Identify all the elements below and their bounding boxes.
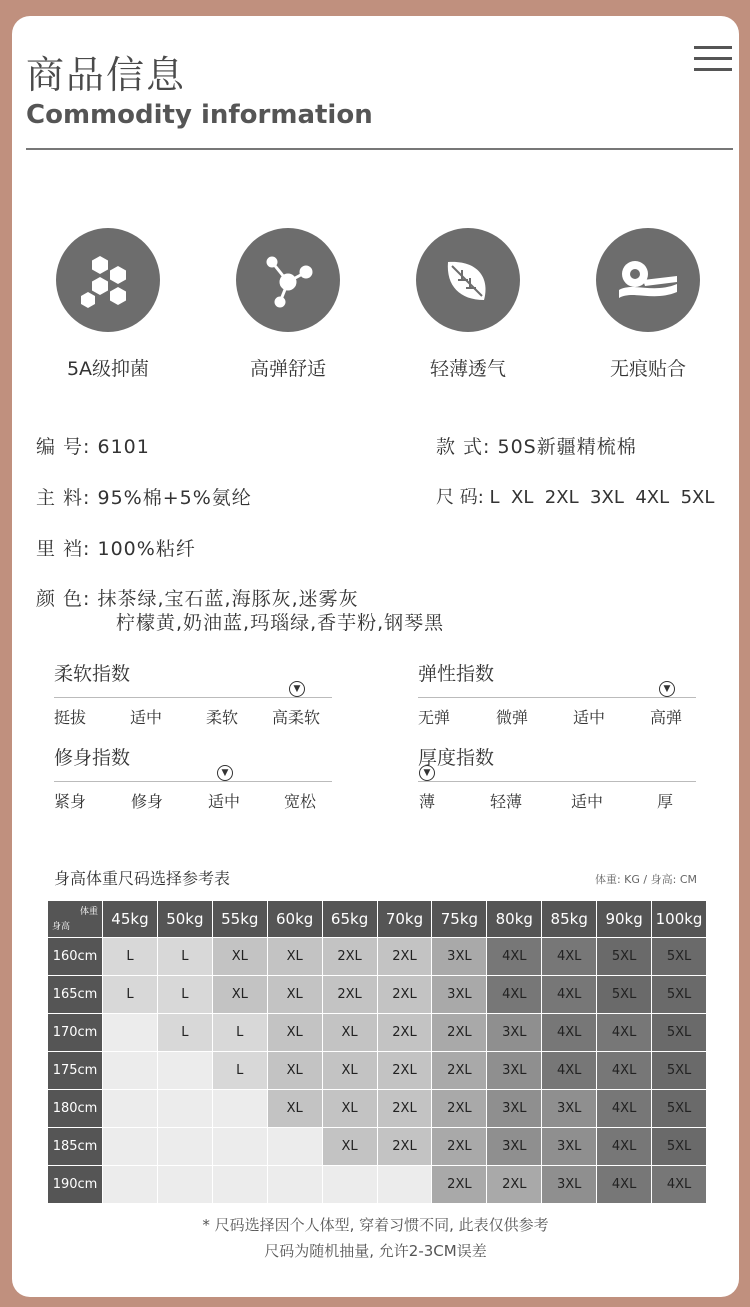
- size-note-1: * 尺码选择因个人体型, 穿着习惯不同, 此表仅供参考: [202, 1216, 549, 1234]
- index-title: 厚度指数: [418, 747, 495, 769]
- size-cell: XL: [322, 1090, 377, 1128]
- size-cell: XL: [322, 1014, 377, 1052]
- size-cell: 2XL: [487, 1166, 542, 1204]
- size-note-2: 尺码为随机抽量, 允许2-3CM误差: [264, 1242, 487, 1260]
- spec-key: 里 裆:: [36, 538, 91, 560]
- tape-roll-icon: [596, 228, 700, 332]
- size-cell: 5XL: [652, 1014, 707, 1052]
- size-cell: L: [157, 976, 212, 1014]
- spec-value: 100%粘纤: [97, 538, 196, 560]
- index-level: 无弹: [418, 708, 451, 727]
- weight-header: 70kg: [377, 901, 432, 938]
- size-cell: L: [103, 938, 158, 976]
- menu-icon[interactable]: [694, 46, 732, 72]
- size-cell: 3XL: [487, 1090, 542, 1128]
- index-softness: [54, 659, 336, 727]
- table-row: [48, 1090, 707, 1128]
- index-level: 薄: [419, 792, 436, 811]
- size-cell: 4XL: [542, 938, 597, 976]
- index-level: 适中: [130, 708, 163, 727]
- leaf-icon: [416, 228, 520, 332]
- size-cell: 4XL: [597, 1090, 652, 1128]
- size-cell: [103, 1052, 158, 1090]
- index-scale-line: [54, 781, 332, 782]
- spec-key: 主 料:: [36, 487, 91, 509]
- index-title: 柔软指数: [54, 663, 131, 685]
- size-cell: [103, 1014, 158, 1052]
- feature-antibacterial: [28, 228, 188, 381]
- size-cell: 4XL: [597, 1052, 652, 1090]
- product-info-card: [12, 16, 739, 1297]
- size-cell: [103, 1090, 158, 1128]
- size-cell: 4XL: [542, 976, 597, 1014]
- table-row: [48, 1052, 707, 1090]
- spec-color-line2: 柠檬黄,奶油蓝,玛瑙绿,香芋粉,钢琴黑: [116, 612, 445, 634]
- size-cell: 3XL: [542, 1090, 597, 1128]
- index-level: 宽松: [284, 792, 317, 811]
- size-cell: XL: [322, 1052, 377, 1090]
- size-cell: XL: [267, 938, 322, 976]
- size-cell: 4XL: [487, 976, 542, 1014]
- feature-breathable: [388, 228, 548, 381]
- weight-header: 100kg: [652, 901, 707, 938]
- size-cell: 3XL: [487, 1052, 542, 1090]
- size-cell: L: [157, 1014, 212, 1052]
- spec-key: 编 号:: [36, 436, 91, 458]
- size-cell: [157, 1090, 212, 1128]
- index-elasticity: [418, 659, 700, 727]
- size-cell: [322, 1166, 377, 1204]
- size-cell: 5XL: [597, 938, 652, 976]
- size-cell: 5XL: [597, 976, 652, 1014]
- index-fit: [54, 743, 336, 811]
- size-cell: [212, 1166, 267, 1204]
- index-thickness: [418, 743, 700, 811]
- index-title: 修身指数: [54, 747, 131, 769]
- size-cell: XL: [267, 976, 322, 1014]
- height-header: 170cm: [48, 1014, 103, 1052]
- size-cell: 5XL: [652, 1052, 707, 1090]
- size-cell: 2XL: [432, 1166, 487, 1204]
- page-subtitle: Commodity information: [26, 100, 373, 130]
- corner-weight-label: 体重: [79, 907, 98, 917]
- index-title: 弹性指数: [418, 663, 495, 685]
- index-scale-line: [418, 697, 696, 698]
- spec-value: L XL 2XL 3XL 4XL 5XL: [489, 487, 715, 508]
- size-cell: 3XL: [542, 1166, 597, 1204]
- size-cell: 2XL: [432, 1128, 487, 1166]
- size-cell: L: [212, 1052, 267, 1090]
- size-table-title: 身高体重尺码选择参考表: [54, 869, 231, 888]
- height-header: 175cm: [48, 1052, 103, 1090]
- index-level: 适中: [571, 792, 604, 811]
- size-cell: 3XL: [432, 976, 487, 1014]
- feature-label: 无痕贴合: [609, 358, 686, 380]
- spec-value: 50S新疆精梳棉: [497, 436, 637, 458]
- size-cell: 2XL: [377, 976, 432, 1014]
- feature-label: 轻薄透气: [429, 358, 506, 380]
- size-cell: [157, 1166, 212, 1204]
- selected-marker-icon: ▼: [659, 681, 675, 697]
- size-cell: [157, 1052, 212, 1090]
- size-table-unit: 体重: KG / 身高: CM: [594, 873, 697, 886]
- size-cell: 3XL: [432, 938, 487, 976]
- molecule-icon: [236, 228, 340, 332]
- index-level: 修身: [131, 792, 164, 811]
- size-cell: 5XL: [652, 1090, 707, 1128]
- size-cell: 4XL: [487, 938, 542, 976]
- spec-value: 抹茶绿,宝石蓝,海豚灰,迷雾灰: [97, 588, 359, 610]
- spec-value: 6101: [97, 436, 150, 458]
- feature-elastic: [208, 228, 368, 381]
- size-cell: [157, 1128, 212, 1166]
- size-cell: [103, 1166, 158, 1204]
- height-header: 160cm: [48, 938, 103, 976]
- page-title: 商品信息: [26, 53, 187, 97]
- size-cell: 4XL: [597, 1128, 652, 1166]
- size-cell: XL: [267, 1090, 322, 1128]
- size-cell: 5XL: [652, 1128, 707, 1166]
- spec-size: [436, 483, 714, 509]
- table-header-row: [48, 901, 707, 938]
- weight-header: 50kg: [157, 901, 212, 938]
- size-cell: 2XL: [377, 1128, 432, 1166]
- feature-label: 5A级抑菌: [66, 358, 150, 380]
- selected-marker-icon: ▼: [419, 765, 435, 781]
- size-cell: 4XL: [542, 1052, 597, 1090]
- size-cell: [267, 1128, 322, 1166]
- weight-header: 55kg: [212, 901, 267, 938]
- feature-seamless: [568, 228, 728, 381]
- size-cell: 2XL: [432, 1014, 487, 1052]
- size-table: [47, 900, 707, 1204]
- table-row: [48, 938, 707, 976]
- size-cell: XL: [322, 1128, 377, 1166]
- size-cell: XL: [212, 938, 267, 976]
- size-cell: 2XL: [432, 1052, 487, 1090]
- weight-header: 45kg: [103, 901, 158, 938]
- spec-material: [36, 483, 252, 510]
- size-cell: 3XL: [542, 1128, 597, 1166]
- index-level: 微弹: [496, 708, 529, 727]
- index-scale-line: [418, 781, 696, 782]
- size-cell: 4XL: [542, 1014, 597, 1052]
- size-cell: XL: [267, 1014, 322, 1052]
- size-cell: 2XL: [322, 976, 377, 1014]
- title-divider: [26, 148, 733, 150]
- selected-marker-icon: ▼: [289, 681, 305, 697]
- spec-color: [36, 584, 359, 611]
- spec-key: 颜 色:: [36, 588, 91, 610]
- index-level: 适中: [208, 792, 241, 811]
- index-level: 轻薄: [490, 792, 523, 811]
- size-cell: XL: [267, 1052, 322, 1090]
- size-cell: [103, 1128, 158, 1166]
- size-cell: 2XL: [432, 1090, 487, 1128]
- size-cell: 2XL: [377, 1090, 432, 1128]
- height-header: 180cm: [48, 1090, 103, 1128]
- index-level: 高柔软: [272, 708, 321, 727]
- size-cell: 3XL: [487, 1014, 542, 1052]
- height-header: 165cm: [48, 976, 103, 1014]
- index-level: 紧身: [54, 792, 87, 811]
- size-cell: [212, 1090, 267, 1128]
- size-cell: [212, 1128, 267, 1166]
- size-cell: 5XL: [652, 938, 707, 976]
- index-level: 高弹: [650, 708, 683, 727]
- size-cell: 2XL: [322, 938, 377, 976]
- size-cell: 2XL: [377, 938, 432, 976]
- size-cell: XL: [212, 976, 267, 1014]
- hexagon-cluster-icon: [56, 228, 160, 332]
- corner-height-label: 身高: [52, 922, 71, 932]
- size-cell: 4XL: [652, 1166, 707, 1204]
- size-cell: L: [103, 976, 158, 1014]
- selected-marker-icon: ▼: [217, 765, 233, 781]
- size-cell: 3XL: [487, 1128, 542, 1166]
- spec-value: 95%棉+5%氨纶: [97, 487, 252, 509]
- height-header: 190cm: [48, 1166, 103, 1204]
- weight-header: 90kg: [597, 901, 652, 938]
- index-level: 适中: [573, 708, 606, 727]
- spec-style: [436, 432, 637, 459]
- size-cell: [377, 1166, 432, 1204]
- index-level: 柔软: [206, 708, 239, 727]
- size-cell: 5XL: [652, 976, 707, 1014]
- size-cell: L: [212, 1014, 267, 1052]
- size-cell: L: [157, 938, 212, 976]
- index-level: 挺拔: [54, 708, 87, 727]
- height-header: 185cm: [48, 1128, 103, 1166]
- weight-header: 85kg: [542, 901, 597, 938]
- weight-header: 80kg: [487, 901, 542, 938]
- table-row: [48, 1166, 707, 1204]
- feature-label: 高弹舒适: [249, 358, 326, 380]
- weight-header: 60kg: [267, 901, 322, 938]
- size-cell: 2XL: [377, 1052, 432, 1090]
- index-scale-line: [54, 697, 332, 698]
- size-cell: [267, 1166, 322, 1204]
- table-row: [48, 1128, 707, 1166]
- spec-number: [36, 432, 150, 459]
- size-cell: 2XL: [377, 1014, 432, 1052]
- table-corner-cell: [48, 901, 103, 938]
- weight-header: 65kg: [322, 901, 377, 938]
- size-cell: 4XL: [597, 1014, 652, 1052]
- index-level: 厚: [657, 792, 674, 811]
- spec-key: 尺 码:: [436, 487, 484, 508]
- spec-key: 款 式:: [436, 436, 491, 458]
- spec-lining: [36, 534, 196, 561]
- weight-header: 75kg: [432, 901, 487, 938]
- table-row: [48, 976, 707, 1014]
- table-row: [48, 1014, 707, 1052]
- size-cell: 4XL: [597, 1166, 652, 1204]
